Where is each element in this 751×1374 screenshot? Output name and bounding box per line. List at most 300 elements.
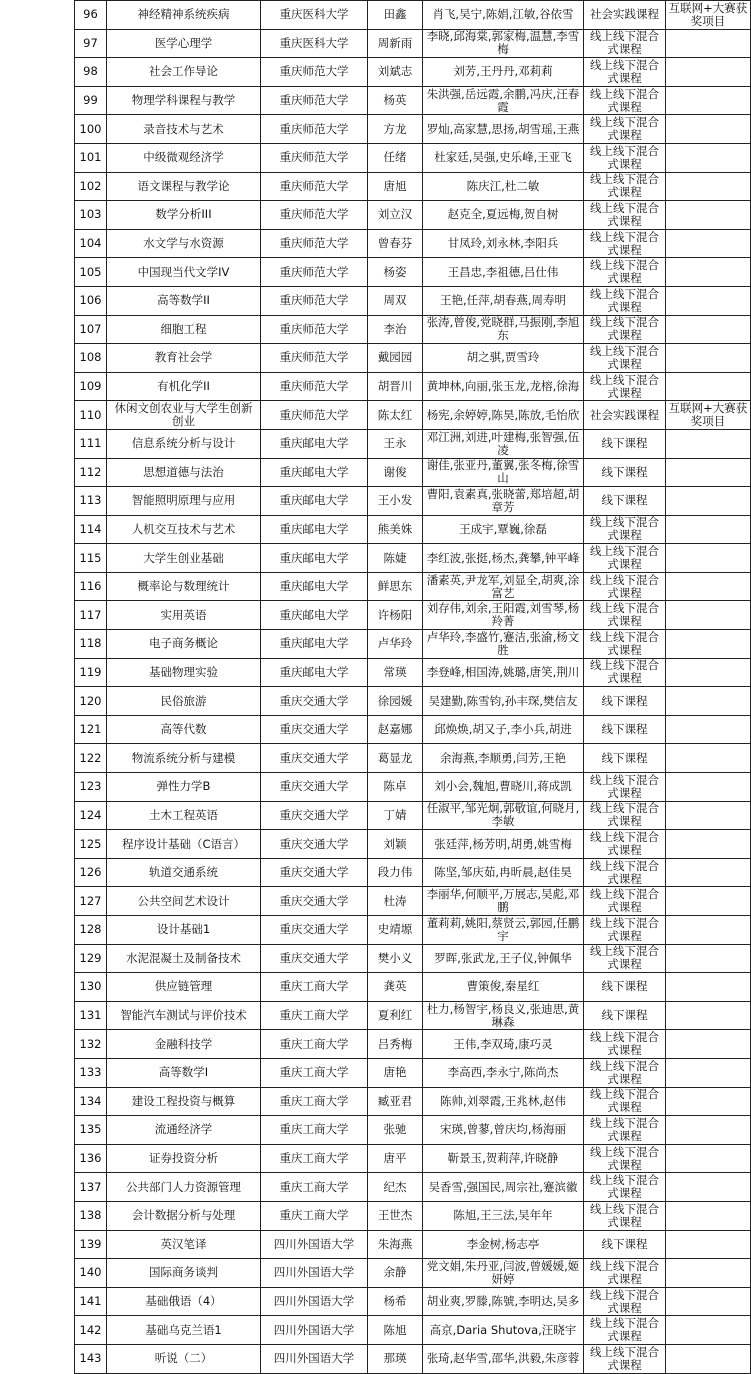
course-type: 线上线下混合式课程: [584, 115, 666, 144]
course-lead: 王世杰: [368, 1201, 423, 1230]
row-number: 116: [75, 572, 107, 601]
course-lead: 陈婕: [368, 544, 423, 573]
row-number: 141: [75, 1287, 107, 1316]
table-row: [75, 715, 751, 744]
course-lead: 唐旭: [368, 172, 423, 201]
course-type: 线上线下混合式课程: [584, 1116, 666, 1145]
table-row: [75, 1344, 751, 1373]
row-number: 99: [75, 86, 107, 115]
remark: [666, 1058, 751, 1087]
team-members: 任淑平,邹光炯,郭敬谊,何晓月,李敏: [423, 801, 584, 830]
team-members: 胡之骐,贾雪玲: [423, 344, 584, 373]
table-body: [75, 1, 751, 1374]
school-name: 重庆邮电大学: [261, 429, 368, 458]
team-members: 曹策俊,秦星红: [423, 973, 584, 1002]
course-name: 供应链管理: [107, 973, 261, 1002]
course-lead: 刘斌志: [368, 58, 423, 87]
course-name: 公共空间艺术设计: [107, 887, 261, 916]
remark: [666, 973, 751, 1002]
row-number: 137: [75, 1173, 107, 1202]
row-number: 126: [75, 858, 107, 887]
table-row: [75, 944, 751, 973]
team-members: 党文娟,朱丹亚,闫波,曾媛媛,姬妍婷: [423, 1259, 584, 1288]
course-name: 语文课程与教学论: [107, 172, 261, 201]
course-name: 高等数学II: [107, 286, 261, 315]
course-type: 线上线下混合式课程: [584, 315, 666, 344]
course-name: 设计基础1: [107, 916, 261, 945]
course-type: 线上线下混合式课程: [584, 830, 666, 859]
school-name: 重庆师范大学: [261, 372, 368, 401]
row-number: 102: [75, 172, 107, 201]
course-name: 医学心理学: [107, 29, 261, 58]
school-name: 重庆交通大学: [261, 687, 368, 716]
course-lead: 余静: [368, 1259, 423, 1288]
remark: [666, 658, 751, 687]
course-type: 社会实践课程: [584, 1, 666, 30]
course-name: 录音技术与艺术: [107, 115, 261, 144]
remark: [666, 1116, 751, 1145]
team-members: 刘存伟,刘余,王阳霞,刘雪琴,杨羚菁: [423, 601, 584, 630]
table-row: [75, 315, 751, 344]
team-members: 李金树,杨志亭: [423, 1230, 584, 1259]
course-type: 线上线下混合式课程: [584, 773, 666, 802]
course-name: 证券投资分析: [107, 1144, 261, 1173]
course-type: 线下课程: [584, 744, 666, 773]
course-type: 线上线下混合式课程: [584, 1030, 666, 1059]
course-name: 物理学科课程与教学: [107, 86, 261, 115]
row-number: 114: [75, 515, 107, 544]
remark: [666, 29, 751, 58]
team-members: 甘凤玲,刘永林,李阳兵: [423, 229, 584, 258]
team-members: 陈庆江,杜二敏: [423, 172, 584, 201]
course-name: 轨道交通系统: [107, 858, 261, 887]
team-members: 曹阳,袁素真,张晓蕾,郑培超,胡章芳: [423, 487, 584, 516]
course-type: 线上线下混合式课程: [584, 58, 666, 87]
row-number: 123: [75, 773, 107, 802]
remark: [666, 830, 751, 859]
course-name: 流通经济学: [107, 1116, 261, 1145]
course-type: 线下课程: [584, 1001, 666, 1030]
course-lead: 周新雨: [368, 29, 423, 58]
table-row: [75, 1116, 751, 1145]
team-members: 吴香雪,强国民,周宗社,蹇滨徽: [423, 1173, 584, 1202]
team-members: 王昌忠,李祖德,吕仕伟: [423, 258, 584, 287]
row-number: 103: [75, 201, 107, 230]
row-number: 112: [75, 458, 107, 487]
course-lead: 陈旭: [368, 1316, 423, 1345]
course-lead: 杜涛: [368, 887, 423, 916]
course-name: 金融科技学: [107, 1030, 261, 1059]
course-lead: 刘立汉: [368, 201, 423, 230]
row-number: 128: [75, 916, 107, 945]
row-number: 132: [75, 1030, 107, 1059]
table-row: [75, 887, 751, 916]
school-name: 重庆师范大学: [261, 201, 368, 230]
course-name: 高等代数: [107, 715, 261, 744]
school-name: 重庆师范大学: [261, 58, 368, 87]
row-number: 135: [75, 1116, 107, 1145]
row-number: 107: [75, 315, 107, 344]
team-members: 张涛,曾俊,党晓群,马振刚,李旭东: [423, 315, 584, 344]
team-members: 高京,Daria Shutova,汪晓宇: [423, 1316, 584, 1345]
course-lead: 史靖塬: [368, 916, 423, 945]
team-members: 吴建勤,陈雪钧,孙丰琛,樊信友: [423, 687, 584, 716]
row-number: 111: [75, 429, 107, 458]
course-type: 线上线下混合式课程: [584, 944, 666, 973]
remark: [666, 1201, 751, 1230]
table-row: [75, 172, 751, 201]
table-row: [75, 1058, 751, 1087]
team-members: 李晓,邱海棠,郭家梅,温慧,李雪梅: [423, 29, 584, 58]
team-members: 刘小会,魏旭,曹晓川,蒋成凯: [423, 773, 584, 802]
row-number: 140: [75, 1259, 107, 1288]
school-name: 重庆邮电大学: [261, 630, 368, 659]
remark: [666, 801, 751, 830]
course-lead: 朱海燕: [368, 1230, 423, 1259]
row-number: 105: [75, 258, 107, 287]
course-name: 中级微观经济学: [107, 143, 261, 172]
team-members: 罗晖,张武龙,王子仪,钟佩华: [423, 944, 584, 973]
course-type: 线上线下混合式课程: [584, 858, 666, 887]
table-row: [75, 1087, 751, 1116]
course-lead: 鲜思东: [368, 572, 423, 601]
row-number: 138: [75, 1201, 107, 1230]
table-row: [75, 773, 751, 802]
school-name: 重庆工商大学: [261, 1144, 368, 1173]
school-name: 重庆工商大学: [261, 973, 368, 1002]
table-row: [75, 601, 751, 630]
school-name: 重庆交通大学: [261, 773, 368, 802]
course-name: 神经精神系统疾病: [107, 1, 261, 30]
course-lead: 常瑛: [368, 658, 423, 687]
course-type: 线上线下混合式课程: [584, 1201, 666, 1230]
school-name: 四川外国语大学: [261, 1259, 368, 1288]
course-type: 线上线下混合式课程: [584, 286, 666, 315]
course-name: 国际商务谈判: [107, 1259, 261, 1288]
course-lead: 张驰: [368, 1116, 423, 1145]
team-members: 谢佳,张亚丹,董翼,张冬梅,徐雪山: [423, 458, 584, 487]
course-lead: 王小发: [368, 487, 423, 516]
table-row: [75, 401, 751, 430]
remark: [666, 458, 751, 487]
course-lead: 刘颖: [368, 830, 423, 859]
team-members: 宋瑛,曾蓼,曾庆均,杨海丽: [423, 1116, 584, 1145]
course-type: 线下课程: [584, 1230, 666, 1259]
remark: [666, 1173, 751, 1202]
remark: [666, 344, 751, 373]
row-number: 122: [75, 744, 107, 773]
school-name: 重庆师范大学: [261, 286, 368, 315]
course-name: 实用英语: [107, 601, 261, 630]
team-members: 李高西,李永宁,陈尚杰: [423, 1058, 584, 1087]
course-lead: 段力伟: [368, 858, 423, 887]
remark: [666, 887, 751, 916]
row-number: 136: [75, 1144, 107, 1173]
course-type: 线上线下混合式课程: [584, 1144, 666, 1173]
school-name: 重庆师范大学: [261, 172, 368, 201]
school-name: 重庆邮电大学: [261, 658, 368, 687]
school-name: 重庆师范大学: [261, 229, 368, 258]
team-members: 杜家廷,吴强,史乐峰,王亚飞: [423, 143, 584, 172]
course-name: 水泥混凝土及制备技术: [107, 944, 261, 973]
course-lead: 赵嘉娜: [368, 715, 423, 744]
course-lead: 龚英: [368, 973, 423, 1002]
team-members: 胡业爽,罗滕,陈號,李明达,吴多: [423, 1287, 584, 1316]
table-row: [75, 344, 751, 373]
school-name: 四川外国语大学: [261, 1230, 368, 1259]
school-name: 四川外国语大学: [261, 1316, 368, 1345]
table-row: [75, 744, 751, 773]
row-number: 100: [75, 115, 107, 144]
remark: [666, 372, 751, 401]
row-number: 139: [75, 1230, 107, 1259]
school-name: 重庆师范大学: [261, 401, 368, 430]
remark: [666, 229, 751, 258]
course-lead: 胡晋川: [368, 372, 423, 401]
team-members: 杨宪,余婷婷,陈昊,陈放,毛怡欣: [423, 401, 584, 430]
course-lead: 李治: [368, 315, 423, 344]
remark: [666, 1316, 751, 1345]
school-name: 重庆邮电大学: [261, 487, 368, 516]
row-number: 125: [75, 830, 107, 859]
remark: [666, 744, 751, 773]
table-row: [75, 1287, 751, 1316]
remark: [666, 601, 751, 630]
remark: [666, 544, 751, 573]
course-lead: 徐园媛: [368, 687, 423, 716]
school-name: 重庆交通大学: [261, 801, 368, 830]
course-lead: 曾春芬: [368, 229, 423, 258]
table-row: [75, 429, 751, 458]
table-row: [75, 1230, 751, 1259]
row-number: 101: [75, 143, 107, 172]
school-name: 重庆邮电大学: [261, 544, 368, 573]
remark: 互联网+大赛获奖项目: [666, 1, 751, 30]
course-type: 线上线下混合式课程: [584, 344, 666, 373]
remark: [666, 630, 751, 659]
course-type: 线上线下混合式课程: [584, 630, 666, 659]
course-type: 线上线下混合式课程: [584, 258, 666, 287]
course-lead: 陈太红: [368, 401, 423, 430]
remark: [666, 858, 751, 887]
course-lead: 纪杰: [368, 1173, 423, 1202]
team-members: 张琦,赵华雪,邵华,洪毅,朱彦蓉: [423, 1344, 584, 1373]
team-members: 董莉莉,姚阳,蔡贤云,郭园,任鹏宇: [423, 916, 584, 945]
row-number: 118: [75, 630, 107, 659]
course-name: 建设工程投资与概算: [107, 1087, 261, 1116]
team-members: 王伟,李双琦,康巧灵: [423, 1030, 584, 1059]
row-number: 120: [75, 687, 107, 716]
remark: [666, 1230, 751, 1259]
table-row: [75, 630, 751, 659]
course-lead: 杨英: [368, 86, 423, 115]
course-lead: 葛显龙: [368, 744, 423, 773]
course-name: 人机交互技术与艺术: [107, 515, 261, 544]
course-name: 土木工程英语: [107, 801, 261, 830]
table-row: [75, 115, 751, 144]
remark: [666, 487, 751, 516]
row-number: 134: [75, 1087, 107, 1116]
team-members: 刘芳,王丹丹,邓莉莉: [423, 58, 584, 87]
team-members: 李丽华,何顺平,万展志,吴彪,邓鹏: [423, 887, 584, 916]
row-number: 113: [75, 487, 107, 516]
row-number: 110: [75, 401, 107, 430]
school-name: 重庆师范大学: [261, 315, 368, 344]
table-row: [75, 687, 751, 716]
course-type: 线上线下混合式课程: [584, 1287, 666, 1316]
remark: [666, 258, 751, 287]
table-row: [75, 58, 751, 87]
table-row: [75, 858, 751, 887]
school-name: 重庆师范大学: [261, 115, 368, 144]
row-number: 129: [75, 944, 107, 973]
team-members: 李登峰,相国涛,姚璐,唐笑,荆川: [423, 658, 584, 687]
table-row: [75, 830, 751, 859]
course-name: 水文学与水资源: [107, 229, 261, 258]
course-type: 线上线下混合式课程: [584, 372, 666, 401]
course-type: 线上线下混合式课程: [584, 201, 666, 230]
course-type: 线上线下混合式课程: [584, 801, 666, 830]
table-row: [75, 229, 751, 258]
course-lead: 陈卓: [368, 773, 423, 802]
course-name: 信息系统分析与设计: [107, 429, 261, 458]
course-name: 教育社会学: [107, 344, 261, 373]
course-name: 电子商务概论: [107, 630, 261, 659]
row-number: 142: [75, 1316, 107, 1345]
row-number: 115: [75, 544, 107, 573]
school-name: 重庆交通大学: [261, 858, 368, 887]
team-members: 朱洪强,岳远霞,余鹏,冯庆,汪春霞: [423, 86, 584, 115]
course-list-table: [74, 0, 751, 1374]
course-type: 线上线下混合式课程: [584, 29, 666, 58]
remark: [666, 572, 751, 601]
remark: [666, 1259, 751, 1288]
school-name: 重庆师范大学: [261, 258, 368, 287]
school-name: 重庆交通大学: [261, 887, 368, 916]
team-members: 张廷萍,杨芳明,胡勇,姚雪梅: [423, 830, 584, 859]
course-type: 线上线下混合式课程: [584, 143, 666, 172]
course-lead: 任绪: [368, 143, 423, 172]
table-row: [75, 572, 751, 601]
team-members: 陈坚,邹庆茹,冉昕晨,赵佳昊: [423, 858, 584, 887]
course-name: 智能汽车测试与评价技术: [107, 1001, 261, 1030]
school-name: 重庆工商大学: [261, 1058, 368, 1087]
course-name: 细胞工程: [107, 315, 261, 344]
school-name: 重庆邮电大学: [261, 515, 368, 544]
row-number: 133: [75, 1058, 107, 1087]
school-name: 重庆工商大学: [261, 1201, 368, 1230]
row-number: 108: [75, 344, 107, 373]
team-members: 王成宇,覃巍,徐磊: [423, 515, 584, 544]
course-lead: 臧亚君: [368, 1087, 423, 1116]
school-name: 重庆医科大学: [261, 29, 368, 58]
course-lead: 王永: [368, 429, 423, 458]
team-members: 李红波,张挺,杨杰,龚攀,钟平峰: [423, 544, 584, 573]
remark: [666, 1087, 751, 1116]
table-row: [75, 1001, 751, 1030]
course-type: 线上线下混合式课程: [584, 515, 666, 544]
table-row: [75, 1316, 751, 1345]
school-name: 重庆邮电大学: [261, 572, 368, 601]
course-name: 弹性力学B: [107, 773, 261, 802]
school-name: 重庆交通大学: [261, 715, 368, 744]
table-row: [75, 916, 751, 945]
row-number: 143: [75, 1344, 107, 1373]
course-name: 基础乌克兰语1: [107, 1316, 261, 1345]
table-row: [75, 1030, 751, 1059]
table-row: [75, 86, 751, 115]
row-number: 124: [75, 801, 107, 830]
team-members: 赵克全,夏远梅,贺自树: [423, 201, 584, 230]
team-members: 邱焕焕,胡又子,李小兵,胡进: [423, 715, 584, 744]
team-members: 潘素英,尹龙军,刘显全,胡爽,涂富艺: [423, 572, 584, 601]
course-lead: 许杨阳: [368, 601, 423, 630]
course-lead: 田鑫: [368, 1, 423, 30]
course-name: 听说（二）: [107, 1344, 261, 1373]
row-number: 109: [75, 372, 107, 401]
course-lead: 戴园园: [368, 344, 423, 373]
school-name: 四川外国语大学: [261, 1344, 368, 1373]
row-number: 98: [75, 58, 107, 87]
course-type: 线下课程: [584, 973, 666, 1002]
course-name: 物流系统分析与建模: [107, 744, 261, 773]
table-row: [75, 29, 751, 58]
school-name: 重庆交通大学: [261, 744, 368, 773]
table-row: [75, 801, 751, 830]
school-name: 重庆师范大学: [261, 344, 368, 373]
course-name: 民俗旅游: [107, 687, 261, 716]
course-name: 中国现当代文学IV: [107, 258, 261, 287]
school-name: 重庆邮电大学: [261, 458, 368, 487]
row-number: 96: [75, 1, 107, 30]
table-row: [75, 372, 751, 401]
course-type: 线上线下混合式课程: [584, 1058, 666, 1087]
remark: [666, 916, 751, 945]
team-members: 邓江洲,刘进,叶建梅,张智强,伍凌: [423, 429, 584, 458]
remark: [666, 515, 751, 544]
course-type: 线上线下混合式课程: [584, 1173, 666, 1202]
course-lead: 方龙: [368, 115, 423, 144]
row-number: 130: [75, 973, 107, 1002]
course-type: 线上线下混合式课程: [584, 544, 666, 573]
course-type: 线上线下混合式课程: [584, 1316, 666, 1345]
course-name: 基础物理实验: [107, 658, 261, 687]
row-number: 131: [75, 1001, 107, 1030]
course-type: 线上线下混合式课程: [584, 601, 666, 630]
table-row: [75, 515, 751, 544]
row-number: 127: [75, 887, 107, 916]
team-members: 靳景玉,贺莉萍,许晓静: [423, 1144, 584, 1173]
course-type: 线上线下混合式课程: [584, 1259, 666, 1288]
table-row: [75, 143, 751, 172]
remark: 互联网+大赛获奖项目: [666, 401, 751, 430]
table-row: [75, 973, 751, 1002]
school-name: 重庆师范大学: [261, 86, 368, 115]
course-type: 线下课程: [584, 458, 666, 487]
course-name: 社会工作导论: [107, 58, 261, 87]
course-lead: 那瑛: [368, 1344, 423, 1373]
course-type: 社会实践课程: [584, 401, 666, 430]
team-members: 肖飞,吴宁,陈娟,江敏,谷依雪: [423, 1, 584, 30]
row-number: 119: [75, 658, 107, 687]
course-name: 休闲文创农业与大学生创新创业: [107, 401, 261, 430]
school-name: 重庆工商大学: [261, 1087, 368, 1116]
course-type: 线上线下混合式课程: [584, 1344, 666, 1373]
remark: [666, 201, 751, 230]
remark: [666, 86, 751, 115]
remark: [666, 773, 751, 802]
remark: [666, 1144, 751, 1173]
